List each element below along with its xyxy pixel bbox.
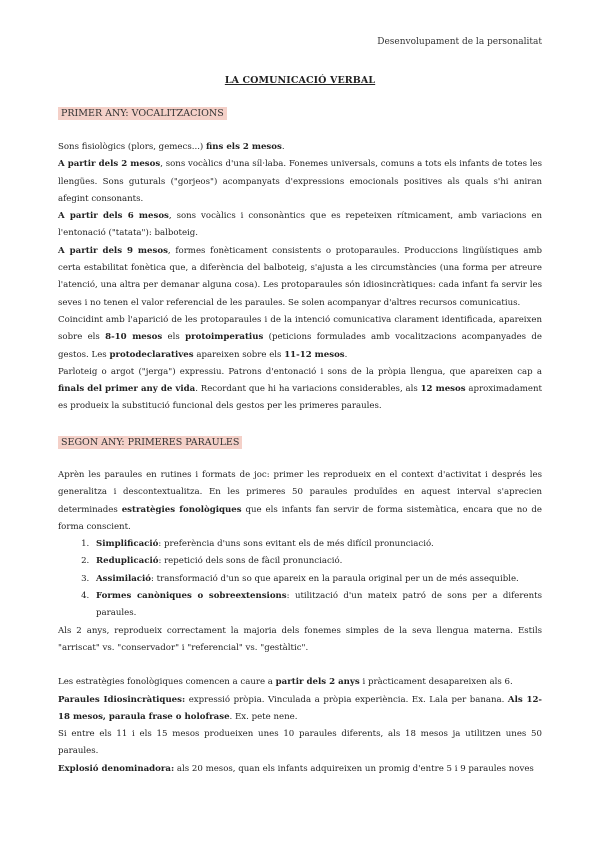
list-item: 1. Simplificació: preferència d'uns sons evitant els de més difícil pronunciació. bbox=[92, 536, 542, 553]
section-second-year-body bbox=[58, 467, 542, 778]
paragraph-naming-explosion: Explosió denominadora: als 20 mesos, quan els infants adquireixen un promig d'entre 5 i 9 paraules noves bbox=[58, 763, 534, 774]
list-item: 4. Formes canòniques o sobreextensions: utilització d'un mateix patró de sons per a diferents paraules. bbox=[92, 588, 542, 623]
phonological-strategies-list bbox=[58, 536, 542, 622]
paragraph-strategies-decline: Les estratègies fonològiques comencen a caure a partir dels 2 anys i pràcticament desapareixen als 6. bbox=[58, 677, 513, 688]
list-item: 3. Assimilació: transformació d'un so que apareix en la paraula original per un de més assequible. bbox=[92, 571, 542, 588]
paragraph-protoimperatives: Coincidint amb l'aparició de les protoparaules i de la intenció comunicativa clarament identificada, apareixen sobre els 8-10 mesos els protoimperatius (peticions formulades amb vocalitzacions acompanyades de gestos. Les protodeclaratives apareixen sobre els 11-12 mesos. bbox=[58, 314, 542, 360]
paragraph-9-months: A partir dels 9 mesos, formes fonèticament consistents o protoparaules. Produccions lingüístiques amb certa estabilitat fonètica que, a diferència del balboteig, s'ajusta a les circumstàncies (una forma per atreure l'atenció, una altra per demanar alguna cosa). Les protoparaules són idiosincràtiques: cada infant fa servir les seves i no tenen el valor referencial de les paraules. Se solen acompanyar d'altres recursos comunicatius. bbox=[58, 245, 542, 308]
spacer bbox=[58, 657, 542, 674]
paragraph-jargon: Parloteig o argot ("jerga") expressiu. Patrons d'entonació i sons de la pròpia llengua, que apareixen cap a finals del primer any de vida. Recordant que hi ha variacions considerables, als 12 mesos aproximadament es produeix la substitució funcional dels gestos per les primeres paraules. bbox=[58, 366, 542, 412]
paragraph-6-months: A partir dels 6 mesos, sons vocàlics i consonàntics que es repeteixen rítmicament, amb variacions en l'entonació ("tatata"): balboteig. bbox=[58, 211, 542, 239]
list-item: 2. Reduplicació: repetició dels sons de fàcil pronunciació. bbox=[92, 553, 542, 570]
paragraph-2-years: Als 2 anys, reprodueix correctament la majoria dels fonemes simples de la seva llengua materna. Estils "arriscat" vs. "conservador" i "referencial" vs. "gestàltic". bbox=[58, 625, 542, 653]
paragraph-physiological-sounds: Sons fisiològics (plors, gemecs...) fins els 2 mesos. bbox=[58, 142, 285, 152]
section-heading-first-year: PRIMER ANY: VOCALITZACIONS bbox=[58, 107, 227, 120]
document-title: LA COMUNICACIÓ VERBAL bbox=[224, 75, 376, 86]
paragraph-idiosyncratic-words: Paraules Idiosincràtiques: expressió pròpia. Vinculada a pròpia experiència. Ex. Lala per banana. Als 12-18 mesos, paraula frase o holofrase. Ex. pete nene. bbox=[58, 694, 542, 722]
section-heading-second-year: SEGON ANY: PRIMERES PARAULES bbox=[58, 436, 242, 449]
paragraph-learning-words: Aprèn les paraules en rutines i formats de joc: primer les reprodueix en el context d'activitat i després les generalitza i descontextualitza. En les primeres 50 paraules produïdes en aquest interval s'aprecien determinades estratègies fonològiques que els infants fan servir de forma sistemàtica, encara que no de forma conscient. bbox=[58, 470, 542, 532]
section-first-year-body bbox=[58, 139, 542, 416]
running-header: Desenvolupament de la personalitat bbox=[377, 37, 542, 47]
paragraph-word-count: Si entre els 11 i els 15 mesos produeixen unes 10 paraules diferents, als 18 mesos ja utilitzen unes 50 paraules. bbox=[58, 729, 542, 757]
paragraph-2-months: A partir dels 2 mesos, sons vocàlics d'una síl·laba. Fonemes universals, comuns a tots els infants de totes les llengües. Sons guturals ("gorjeos") acompanyats d'expressions emocionals positives als quals s'hi aniran afegint consonants. bbox=[58, 159, 542, 204]
